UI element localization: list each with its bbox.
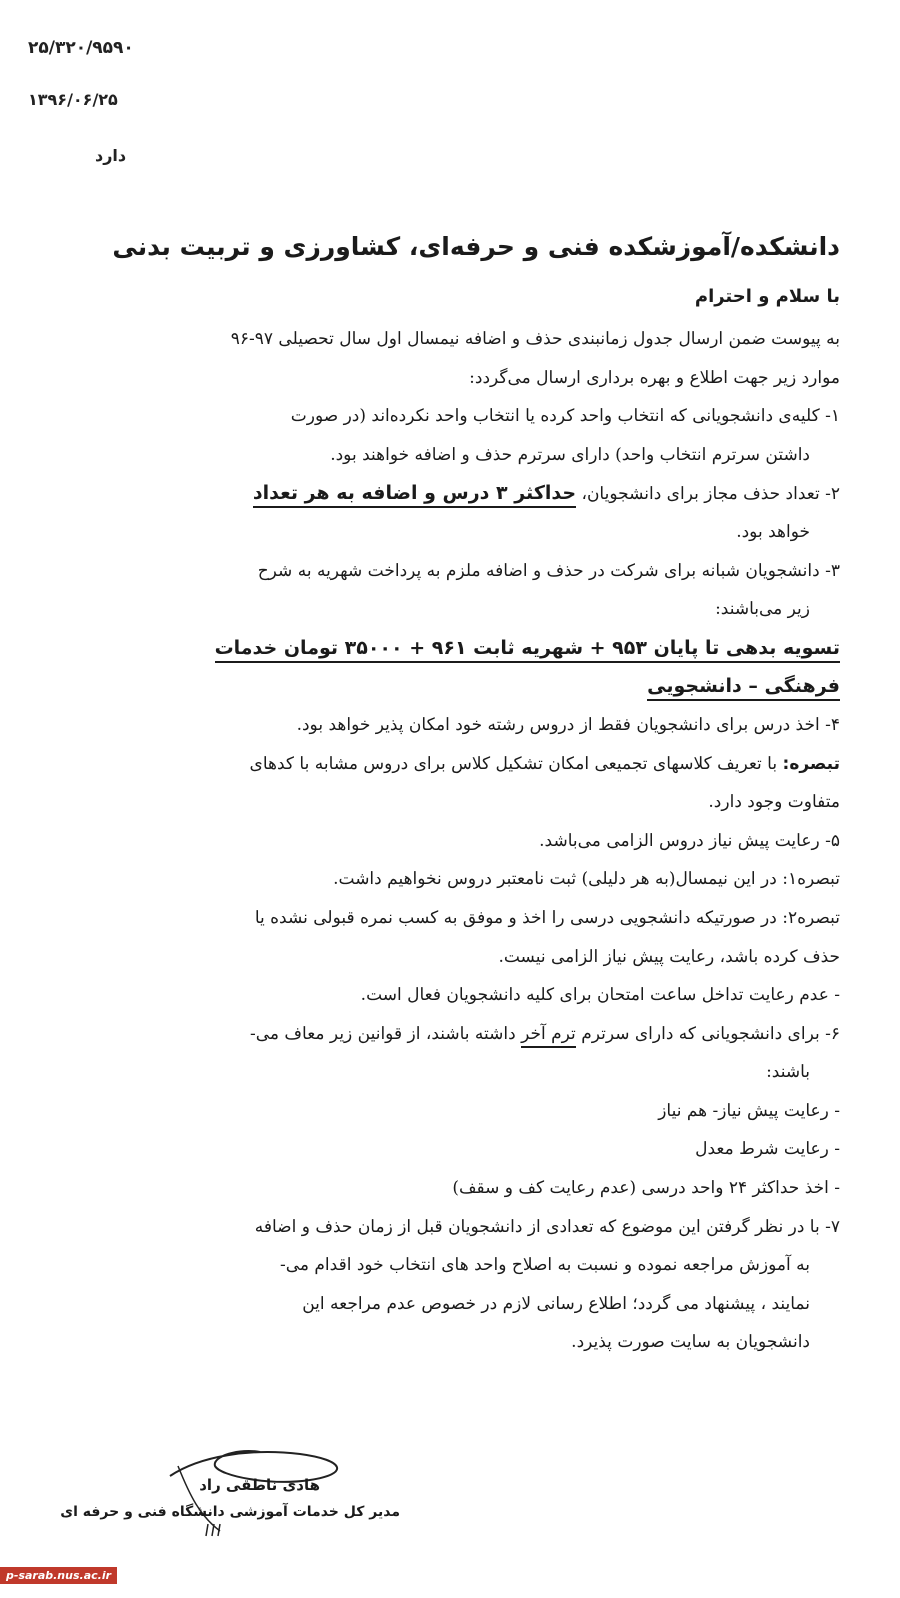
attachment-status: دارد (95, 146, 127, 165)
item-1-line-2: داشتن سرترم انتخاب واحد) دارای سرترم حذف و اضافه خواهند بود. (330, 444, 810, 465)
note-4-label: تبصره: (782, 753, 840, 774)
fee-text-2: فرهنگی – دانشجویی (647, 675, 840, 701)
item-6-emphasis: ترم آخر (521, 1024, 576, 1048)
letter-number: ۲۵/۳۲۰/۹۵۹۰ (28, 38, 134, 58)
item-2-emphasis: حداکثر ۳ درس و اضافه به هر تعداد (253, 482, 576, 508)
item-6-bullet-3: - اخذ حداکثر ۲۴ واحد درسی (عدم رعایت کف و سقف) (452, 1178, 840, 1199)
item-6-suffix: داشته باشند، از قوانین زیر معاف می- (250, 1023, 516, 1044)
item-3-line-2: زیر می‌باشند: (715, 599, 810, 620)
intro-line-1: به پیوست ضمن ارسال جدول زمانبندی حذف و اضافه نیمسال اول سال تحصیلی ۹۷-۹۶ (230, 329, 840, 349)
item-5: ۵- رعایت پیش نیاز دروس الزامی می‌باشد. (539, 830, 840, 851)
source-watermark: p-sarab.nus.ac.ir (0, 1567, 117, 1584)
item-2-line-1 (65, 474, 840, 513)
item-6-line-2: باشند: (766, 1062, 810, 1083)
item-7-line-2: به آموزش مراجعه نموده و نسبت به اصلاح واحد های انتخاب خود اقدام می- (279, 1255, 810, 1276)
salutation: با سلام و احترام (694, 286, 840, 307)
note-5-2-line-2: حذف کرده باشد، رعایت پیش نیاز الزامی نیست. (498, 946, 840, 967)
note-5-2-line-1: تبصره۲: در صورتیکه دانشجویی درسی را اخذ و موفق به کسب نمره قبولی نشده یا (254, 907, 840, 928)
signatory-title: مدیر کل خدمات آموزشی دانشگاه فنی و حرفه ای (60, 1504, 400, 1520)
letter-body (65, 320, 840, 1362)
recipient-heading: دانشکده/آموزشکده فنی و حرفه‌ای، کشاورزی و تربیت بدنی (112, 232, 840, 261)
bullet-exam: - عدم رعایت تداخل ساعت امتحان برای کلیه دانشجویان فعال است. (360, 985, 840, 1006)
fee-text-1: تسویه بدهی تا پایان ۹۵۳ + شهریه ثابت ۹۶۱ + ۳۵۰۰۰ تومان خدمات (215, 637, 840, 663)
item-6-bullet-2: - رعایت شرط معدل (695, 1139, 840, 1160)
letter-date: ۱۳۹۶/۰۶/۲۵ (28, 90, 118, 109)
note-4-line-2: متفاوت وجود دارد. (708, 792, 840, 813)
item-1-line-1: ۱- کلیه‌ی دانشجویانی که انتخاب واحد کرده یا انتخاب واحد نکرده‌اند (در صورت (290, 406, 840, 427)
item-6-line-1 (65, 1015, 840, 1054)
note-4-line-1 (65, 745, 840, 784)
intro-line-2: موارد زیر جهت اطلاع و بهره برداری ارسال می‌گردد: (469, 367, 840, 388)
item-7-line-4: دانشجویان به سایت صورت پذیرد. (571, 1332, 810, 1353)
note-5-1: تبصره۱: در این نیمسال(به هر دلیلی) ثبت نامعتبر دروس نخواهیم داشت. (333, 869, 840, 890)
item-6-bullet-1: - رعایت پیش نیاز- هم نیاز (658, 1100, 840, 1121)
item-2-prefix: ۲- تعداد حذف مجاز برای دانشجویان، (581, 484, 840, 505)
item-3-line-1: ۳- دانشجویان شبانه برای شرکت در حذف و اضافه ملزم به پرداخت شهریه به شرح (257, 560, 840, 581)
note-4-text: با تعریف کلاسهای تجمیعی امکان تشکیل کلاس برای دروس مشابه با کدهای (249, 753, 778, 774)
signatory-name: هادی ناطقی راد (199, 1476, 320, 1494)
item-2-line-2: خواهد بود. (736, 521, 810, 542)
item-7-line-1: ۷- با در نظر گرفتن این موضوع که تعدادی از دانشجویان قبل از زمان حذف و اضافه (254, 1216, 840, 1237)
item-6-prefix: ۶- برای دانشجویانی که دارای سرترم (581, 1023, 840, 1044)
fee-line-2 (65, 667, 840, 706)
item-4: ۴- اخذ درس برای دانشجویان فقط از دروس رشته خود امکان پذیر خواهد بود. (296, 714, 840, 735)
item-7-line-3: نمایند ، پیشنهاد می گردد؛ اطلاع رسانی لازم در خصوص عدم مراجعه این (302, 1293, 810, 1314)
fee-line-1 (65, 629, 840, 668)
